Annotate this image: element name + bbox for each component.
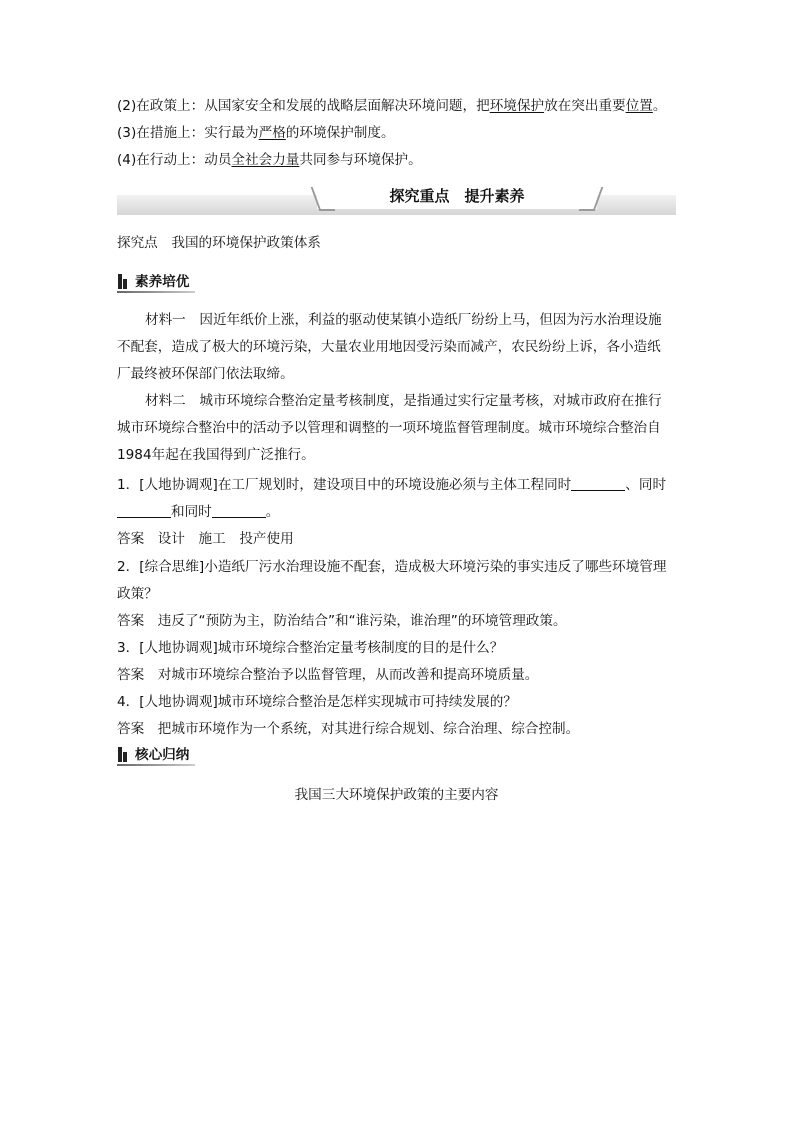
question-1-cont: 和同时 。: [117, 502, 279, 522]
underlined-term: 严格: [258, 125, 286, 141]
material2-line: 1984年起在我国得到广泛推行。: [117, 447, 315, 463]
section-banner: [117, 183, 676, 215]
material1-line: 不配套，造成了极大的环境污染，大量农业用地因受污染而减产，农民纷纷上诉，各小造纸: [117, 339, 661, 355]
bookmark-icon: [117, 747, 129, 763]
material1-line: 厂最终被环保部门依法取缔。: [117, 366, 294, 382]
answer-2: 答案 违反了“预防为主，防治结合”和“谁污染，谁治理”的环境管理政策。: [117, 613, 567, 629]
measure-line: (3)在措施上：实行最为严格的环境保护制度。: [117, 125, 395, 141]
question-3: 3．[人地协调观]城市环境综合整治定量考核制度的目的是什么？: [117, 640, 504, 656]
material2-line: 城市环境综合整治中的活动予以管理和调整的一项环境监督管理制度。城市环境综合整治自: [117, 420, 661, 436]
section-tag-core: 核心归纳: [117, 745, 195, 765]
policy-line: (2)在政策上：从国家安全和发展的战略层面解决环境问题，把环境保护放在突出重要位置。: [117, 98, 667, 114]
action-line: (4)在行动上：动员全社会力量共同参与环境保护。: [117, 152, 422, 168]
material2-line: 材料二 城市环境综合整治定量考核制度，是指通过实行定量考核，对城市政府在推行: [145, 393, 662, 409]
answer-3: 答案 对城市环境综合整治予以监督管理，从而改善和提高环境质量。: [117, 667, 539, 683]
material1-line: 材料一 因近年纸价上涨，利益的驱动使某镇小造纸厂纷纷上马，但因为污水治理设施: [145, 312, 662, 328]
underlined-term: 位置: [625, 98, 653, 114]
question-2: 2．[综合思维]小造纸厂污水治理设施不配套，造成极大环境污染的事实违反了哪些环境管理: [117, 559, 667, 575]
question-4: 4．[人地协调观]城市环境综合整治是怎样实现城市可持续发展的？: [117, 694, 517, 710]
underlined-term: 环境保护: [489, 98, 545, 114]
blank-1: [571, 476, 625, 491]
question-1: 1．[人地协调观]在工厂规划时，建设项目中的环境设施必须与主体工程同时 、同时: [117, 477, 667, 493]
blank-2: [117, 503, 171, 518]
answer-1: 答案 设计 施工 投产使用: [117, 531, 294, 547]
bookmark-icon: [117, 274, 129, 290]
section-tag-literacy: 素养培优: [117, 272, 195, 292]
banner-title: 探究重点 提升素养: [317, 183, 597, 209]
summary-title: 我国三大环境保护政策的主要内容: [294, 787, 499, 803]
question-2-cont: 政策？: [117, 586, 158, 602]
underlined-term: 全社会力量: [231, 152, 300, 168]
answer-4: 答案 把城市环境作为一个系统，对其进行综合规划、综合治理、综合控制。: [117, 721, 580, 737]
explore-point: 探究点 我国的环境保护政策体系: [117, 235, 321, 251]
blank-3: [212, 503, 266, 518]
